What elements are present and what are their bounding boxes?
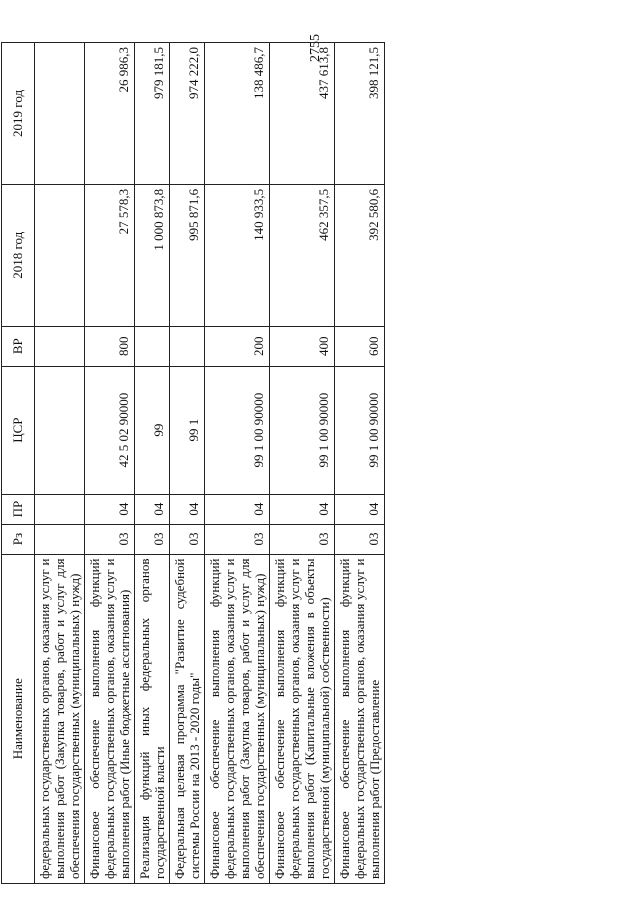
row-pr: 04 <box>170 494 205 524</box>
header-pr: ПР <box>2 494 35 524</box>
table-row <box>170 43 205 884</box>
row-vr: 600 <box>335 326 385 366</box>
row-name: федеральных государственных органов, оказания услуг и выполнения работ (Закупка товаров, работ и услуг для обеспечения государственных (муниципальных) нужд) <box>35 554 85 883</box>
header-name: Наименование <box>2 554 35 883</box>
row-name: Финансовое обеспечение выполнения функций федеральных государственных органов, оказания услуг и выполнения работ (Закупка товаров, работ и услуг для обеспечения государственных (муниципальных) нужд) <box>205 554 270 883</box>
row-2018: 27 578,3 <box>85 184 135 326</box>
row-name: Финансовое обеспечение выполнения функций федеральных государственных органов, оказания услуг и выполнения работ (Предоставление <box>335 554 385 883</box>
row-pr: 04 <box>270 494 335 524</box>
page-number: 2755 <box>308 34 323 62</box>
row-pr: 04 <box>85 494 135 524</box>
header-rz: Рз <box>2 524 35 554</box>
row-vr <box>170 326 205 366</box>
row-pr <box>35 494 85 524</box>
row-rz: 03 <box>135 524 170 554</box>
row-rz: 03 <box>205 524 270 554</box>
row-rz: 03 <box>335 524 385 554</box>
row-name: Реализация функций иных федеральных органов государственной власти <box>135 554 170 883</box>
header-2018: 2018 год <box>2 184 35 326</box>
row-2018: 140 933,5 <box>205 184 270 326</box>
header-vr: ВР <box>2 326 35 366</box>
row-2018: 392 580,6 <box>335 184 385 326</box>
row-csr: 99 1 00 90000 <box>270 366 335 494</box>
table-row <box>205 43 270 884</box>
table-row <box>85 43 135 884</box>
row-rz: 03 <box>270 524 335 554</box>
row-rz <box>35 524 85 554</box>
row-vr <box>35 326 85 366</box>
header-csr: ЦСР <box>2 366 35 494</box>
header-2019: 2019 год <box>2 43 35 185</box>
row-csr <box>35 366 85 494</box>
table-row <box>135 43 170 884</box>
table-header-row <box>2 43 35 884</box>
row-csr: 42 5 02 90000 <box>85 366 135 494</box>
budget-table <box>1 42 385 884</box>
row-2019: 26 986,3 <box>85 43 135 185</box>
row-name: Финансовое обеспечение выполнения функций федеральных государственных органов, оказания услуг и выполнения работ (Иные бюджетные ассигнования) <box>85 554 135 883</box>
row-csr: 99 1 <box>170 366 205 494</box>
row-csr: 99 1 00 90000 <box>205 366 270 494</box>
row-rz: 03 <box>170 524 205 554</box>
row-2018: 1 000 873,8 <box>135 184 170 326</box>
row-vr: 200 <box>205 326 270 366</box>
table-row <box>270 43 335 884</box>
row-2019: 138 486,7 <box>205 43 270 185</box>
row-2019: 437 613,8 <box>270 43 335 185</box>
row-csr: 99 1 00 90000 <box>335 366 385 494</box>
row-2019: 398 121,5 <box>335 43 385 185</box>
table-row <box>35 43 85 884</box>
row-pr: 04 <box>335 494 385 524</box>
row-csr: 99 <box>135 366 170 494</box>
row-2019: 979 181,5 <box>135 43 170 185</box>
row-pr: 04 <box>135 494 170 524</box>
row-name: Федеральная целевая программа "Развитие судебной системы России на 2013 - 2020 годы" <box>170 554 205 883</box>
budget-table-sheet <box>1 42 531 884</box>
row-2018: 995 871,6 <box>170 184 205 326</box>
table-row <box>335 43 385 884</box>
row-name: Финансовое обеспечение выполнения функций федеральных государственных органов, оказания услуг и выполнения работ (Капитальные вложения в объекты государственной (муниципальной) собственности) <box>270 554 335 883</box>
row-2019 <box>35 43 85 185</box>
row-vr: 800 <box>85 326 135 366</box>
row-2019: 974 222,0 <box>170 43 205 185</box>
row-2018: 462 357,5 <box>270 184 335 326</box>
row-2018 <box>35 184 85 326</box>
row-pr: 04 <box>205 494 270 524</box>
row-vr <box>135 326 170 366</box>
row-rz: 03 <box>85 524 135 554</box>
row-vr: 400 <box>270 326 335 366</box>
